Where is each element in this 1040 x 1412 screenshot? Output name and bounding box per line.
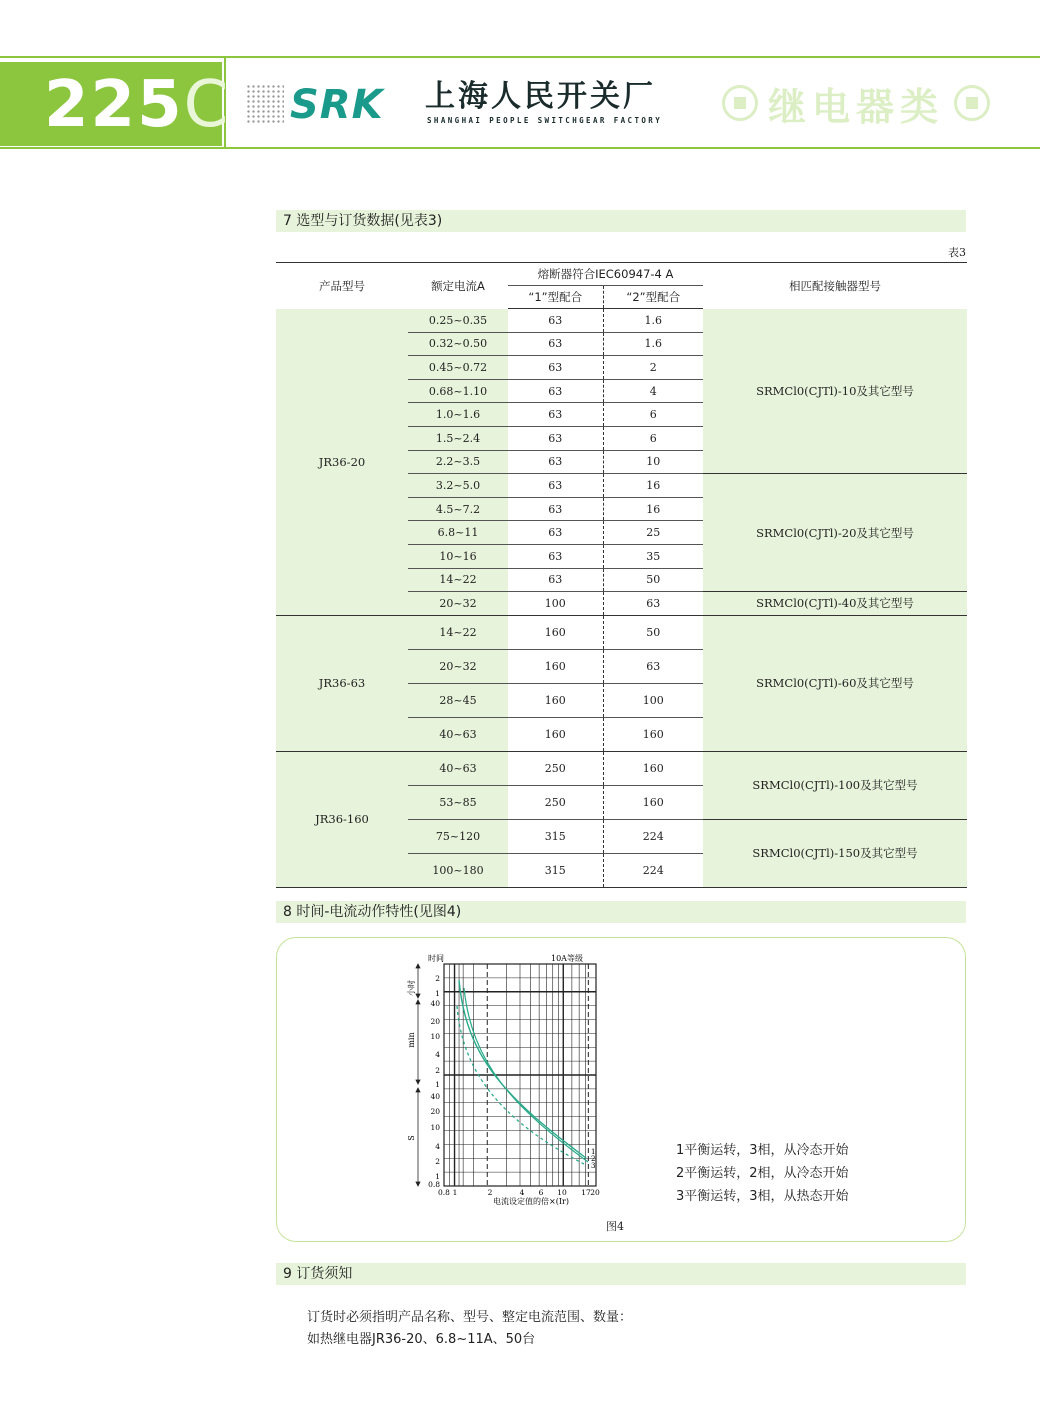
y-tick-label: 20: [430, 1107, 440, 1116]
table-row: [276, 751, 967, 785]
current-cell: 2.2~3.5: [408, 450, 508, 474]
fuse2-cell: 63: [603, 649, 703, 683]
current-cell: 53~85: [408, 785, 508, 819]
curve-number-label: 1: [591, 1148, 596, 1156]
fuse2-cell: 16: [603, 497, 703, 521]
x-tick-label: 0.8: [438, 1188, 450, 1197]
y-tick-label: 10: [430, 1032, 440, 1041]
current-cell: 20~32: [408, 592, 508, 616]
fuse2-cell: 100: [603, 683, 703, 717]
fuse2-cell: 25: [603, 521, 703, 545]
section-9-heading: 9 订货须知: [276, 1263, 966, 1285]
current-cell: 40~63: [408, 717, 508, 751]
model-cell: JR36-160: [276, 751, 408, 887]
fuse2-cell: 6: [603, 403, 703, 427]
y-tick-label: 2: [435, 974, 440, 983]
y-axis-title: 时间: [428, 954, 444, 963]
section-7-heading: 7 选型与订货数据(见表3): [276, 210, 966, 232]
current-cell: 14~22: [408, 568, 508, 592]
fuse2-cell: 2: [603, 356, 703, 380]
current-cell: 75~120: [408, 819, 508, 853]
x-tick-label: 10: [557, 1188, 567, 1197]
header-model: 产品型号: [276, 263, 408, 309]
x-tick-label: 2: [487, 1188, 493, 1197]
x-tick-label: 20: [590, 1188, 600, 1197]
order-note-line: 订货时必须指明产品名称、型号、整定电流范围、数量：: [307, 1310, 633, 1325]
current-cell: 1.0~1.6: [408, 403, 508, 427]
current-cell: 100~180: [408, 853, 508, 887]
header-contactor: 相匹配接触器型号: [703, 263, 967, 309]
curve-number-label: 3: [591, 1162, 596, 1170]
contactor-cell: SRMCl0(CJTl)-150及其它型号: [703, 819, 967, 887]
fuse1-cell: 63: [508, 450, 603, 474]
y-tick-label: 40: [430, 999, 440, 1008]
y-tick-label: 10: [430, 1123, 440, 1132]
current-cell: 20~32: [408, 649, 508, 683]
current-cell: 0.25~0.35: [408, 309, 508, 333]
header-fuse: 熔断器符合IEC60947-4 A: [508, 263, 703, 286]
fuse1-cell: 160: [508, 683, 603, 717]
fuse1-cell: 63: [508, 332, 603, 356]
section-8-heading: 8 时间-电流动作特性(见图4): [276, 901, 966, 923]
y-tick-label: 2: [435, 1157, 440, 1166]
y-tick-label: 4: [435, 1142, 440, 1151]
fuse2-cell: 50: [603, 615, 703, 649]
fuse2-cell: 224: [603, 853, 703, 887]
x-tick-label: 6: [538, 1188, 544, 1197]
fuse1-cell: 63: [508, 403, 603, 427]
y-tick-label: 1: [435, 1172, 440, 1181]
contactor-cell: SRMCl0(CJTl)-10及其它型号: [703, 309, 967, 474]
header-rated-current: 额定电流A: [408, 263, 508, 309]
fuse1-cell: 63: [508, 568, 603, 592]
y-tick-label: 1: [435, 989, 440, 998]
category-title: [712, 80, 1000, 129]
square-ring-icon: [722, 85, 758, 121]
page-suffix: C: [183, 68, 231, 142]
fuse2-cell: 160: [603, 785, 703, 819]
header-top-rule: [0, 56, 1040, 58]
table-row: [276, 615, 967, 649]
category-label: 继电器类: [768, 84, 945, 129]
fuse1-cell: 63: [508, 521, 603, 545]
company-name-en: SHANGHAI PEOPLE SWITCHGEAR FACTORY: [427, 116, 663, 125]
y-tick-label: 0.8: [428, 1180, 440, 1189]
fuse2-cell: 160: [603, 717, 703, 751]
y-tick-label: 4: [435, 1050, 440, 1059]
fuse1-cell: 315: [508, 853, 603, 887]
y-tick-label: 2: [435, 1066, 440, 1075]
x-tick-label: 4: [519, 1188, 525, 1197]
chart-grid: [444, 964, 596, 1186]
fuse2-cell: 4: [603, 379, 703, 403]
fuse1-cell: 315: [508, 819, 603, 853]
order-note-line: 如热继电器JR36-20、6.8~11A、50台: [307, 1332, 536, 1347]
legend-item: 3平衡运转，3相，从热态开始: [676, 1189, 849, 1204]
square-ring-icon: [954, 85, 990, 121]
unit-hours: 小时: [407, 980, 416, 996]
company-logo: SRK: [290, 82, 384, 128]
chart-legend: [676, 1139, 849, 1208]
figure-caption: 图4: [606, 1220, 624, 1233]
fuse1-cell: 100: [508, 592, 603, 616]
time-current-chart: [396, 948, 636, 1212]
fuse2-cell: 50: [603, 568, 703, 592]
current-cell: 0.68~1.10: [408, 379, 508, 403]
table-row: [276, 309, 967, 333]
header-type2: “2”型配合: [603, 286, 703, 309]
curve-1: [459, 980, 586, 1158]
fuse1-cell: 63: [508, 544, 603, 568]
unit-min: min: [407, 1032, 416, 1048]
fuse1-cell: 250: [508, 751, 603, 785]
chart-curves: [457, 980, 588, 1164]
fuse1-cell: 160: [508, 615, 603, 649]
unit-brackets: [416, 964, 420, 1186]
x-axis-label: 电流设定值的倍×(Ir): [493, 1197, 569, 1206]
company-name: 上海人民开关厂: [425, 79, 656, 114]
contactor-cell: SRMCl0(CJTl)-20及其它型号: [703, 474, 967, 592]
current-cell: 28~45: [408, 683, 508, 717]
current-cell: 0.32~0.50: [408, 332, 508, 356]
current-cell: 1.5~2.4: [408, 426, 508, 450]
fuse2-cell: 63: [603, 592, 703, 616]
fuse2-cell: 35: [603, 544, 703, 568]
logo-dot-pattern: [246, 84, 284, 124]
contactor-cell: SRMCl0(CJTl)-60及其它型号: [703, 615, 967, 751]
model-cell: JR36-63: [276, 615, 408, 751]
current-cell: 3.2~5.0: [408, 474, 508, 498]
class-label: 10A等级: [551, 954, 583, 963]
x-tick-label: 17: [581, 1188, 591, 1197]
y-tick-label: 40: [430, 1092, 440, 1101]
contactor-cell: SRMCl0(CJTl)-100及其它型号: [703, 751, 967, 819]
header-bottom-rule: [0, 147, 1040, 149]
header-type1: “1”型配合: [508, 286, 603, 309]
y-tick-label: 20: [430, 1017, 440, 1026]
fuse2-cell: 160: [603, 751, 703, 785]
fuse1-cell: 160: [508, 717, 603, 751]
fuse1-cell: 160: [508, 649, 603, 683]
legend-item: 2平衡运转，2相，从冷态开始: [676, 1166, 849, 1181]
selection-table: [276, 262, 967, 888]
fuse2-cell: 6: [603, 426, 703, 450]
table-caption: 表3: [948, 246, 966, 259]
curve-3: [457, 1006, 584, 1164]
unit-s: S: [407, 1135, 416, 1141]
fuse1-cell: 63: [508, 474, 603, 498]
legend-item: 1平衡运转，3相，从冷态开始: [676, 1143, 849, 1158]
page-number: 225C: [44, 68, 231, 142]
fuse1-cell: 63: [508, 379, 603, 403]
current-cell: 4.5~7.2: [408, 497, 508, 521]
current-cell: 40~63: [408, 751, 508, 785]
curve-number-label: 2: [591, 1155, 596, 1163]
fuse1-cell: 250: [508, 785, 603, 819]
fuse1-cell: 63: [508, 497, 603, 521]
fuse1-cell: 63: [508, 356, 603, 380]
fuse1-cell: 63: [508, 309, 603, 333]
contactor-cell: SRMCl0(CJTl)-40及其它型号: [703, 592, 967, 616]
fuse1-cell: 63: [508, 426, 603, 450]
current-cell: 14~22: [408, 615, 508, 649]
current-cell: 10~16: [408, 544, 508, 568]
current-cell: 6.8~11: [408, 521, 508, 545]
current-cell: 0.45~0.72: [408, 356, 508, 380]
y-tick-label: 1: [435, 1080, 440, 1089]
fuse2-cell: 1.6: [603, 332, 703, 356]
order-notes: [307, 1307, 632, 1351]
fuse2-cell: 10: [603, 450, 703, 474]
model-cell: JR36-20: [276, 309, 408, 616]
fuse2-cell: 1.6: [603, 309, 703, 333]
x-tick-label: 1: [452, 1188, 458, 1197]
fuse2-cell: 16: [603, 474, 703, 498]
fuse2-cell: 224: [603, 819, 703, 853]
